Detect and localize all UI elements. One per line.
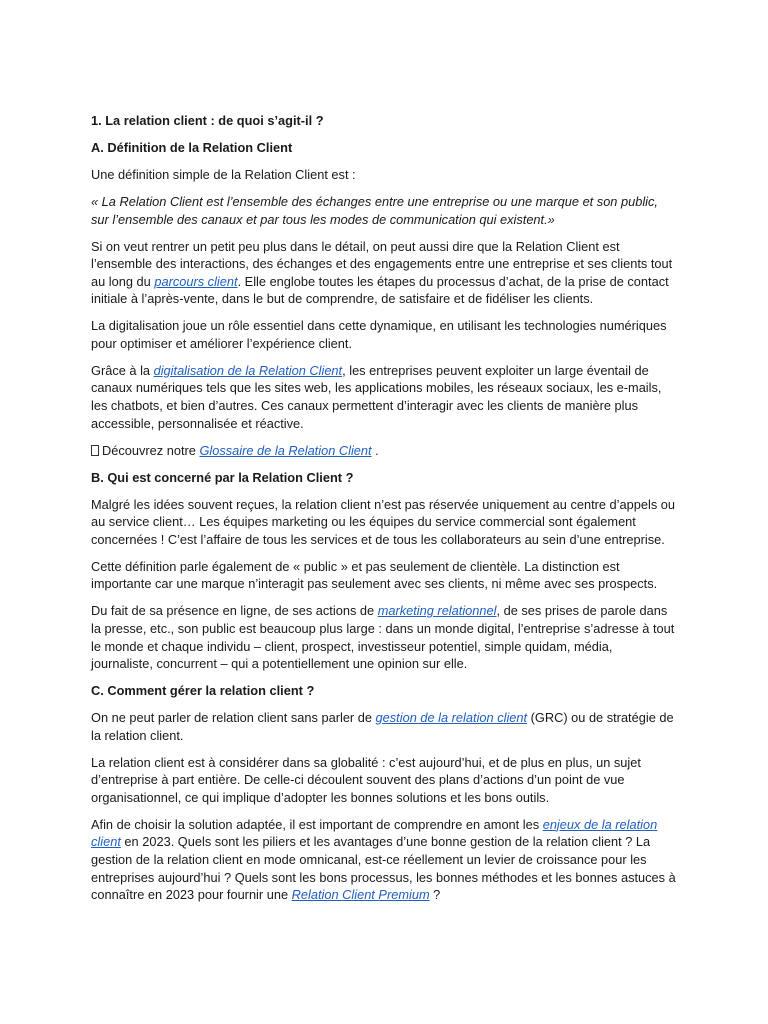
paragraph-canaux: Grâce à la digitalisation de la Relation Client, les entreprises peuvent exploiter un large éventail de canaux numériques tels que les sites web, les applications mobiles, les réseaux sociaux, les e-mails, les chatbots, et bien d’autres. Ces canaux permettent d’interagir avec les clients de manière plus accessible, personnalisée et réactive. [91, 362, 662, 431]
paragraph-grc: On ne peut parler de relation client sans parler de gestion de la relation client (GRC) ou de stratégie de la relation client. [91, 710, 674, 743]
paragraph-enjeux: Afin de choisir la solution adaptée, il est important de comprendre en amont les enjeux de la relation client en 2023. Quels sont les piliers et les avantages d’une bonne gestion de la relation client ? La gestion de la relation client en mode omnicanal, est-ce réellement un levier de croissance pour les entreprises aujourd’hui ? Quels sont les bons processus, les bonnes méthodes et les bonnes astuces à connaître en 2023 pour fournir une Relation Client Premium ? [91, 816, 676, 903]
section-heading-1: 1. La relation client : de quoi s’agit-il ? [91, 113, 324, 128]
paragraph-digitalisation: La digitalisation joue un rôle essentiel dans cette dynamique, en utilisant les technologies numériques pour optimiser et améliorer l’expérience client. [91, 318, 667, 351]
paragraph-glossaire: Découvrez notre Glossaire de la Relation Client . [91, 442, 677, 460]
subheading-b: B. Qui est concerné par la Relation Client ? [91, 469, 354, 485]
link-glossaire[interactable]: Glossaire de la Relation Client [199, 442, 372, 458]
pointer-emoji-icon [91, 445, 99, 456]
subheading-c: C. Comment gérer la relation client ? [91, 683, 315, 699]
paragraph-globalite: La relation client est à considérer dans sa globalité : c’est aujourd’hui, et de plus en plus, un sujet d’entreprise à part entière. De celle-ci découlent souvent des plans d’actions d’un point de vue organisationnel, ce qui implique d’adopter les bonnes solutions et les bons outils. [91, 754, 641, 805]
paragraph-idees-recues: Malgré les idées souvent reçues, la relation client n’est pas réservée uniquement au centre d’appels ou au service client… Les équipes marketing ou les équipes du service commercial sont également concernées ! C’est l’affaire de tous les services et de tous les collaborateurs au sein d’une entreprise. [91, 496, 676, 547]
definition-quote: « La Relation Client est l’ensemble des échanges entre une entreprise ou une marque et son public, sur l’ensemble des canaux et par tous les modes de communication qui existent.» [91, 193, 658, 227]
link-digitalisation-relation-client[interactable]: digitalisation de la Relation Client [153, 362, 343, 378]
link-parcours-client[interactable]: parcours client [154, 273, 238, 289]
link-gestion-relation-client[interactable]: gestion de la relation client [375, 710, 528, 726]
link-enjeux-relation-client[interactable]: enjeux de la relation client [91, 816, 658, 850]
link-marketing-relationnel[interactable]: marketing relationnel [377, 603, 497, 619]
paragraph-public: Cette définition parle également de « public » et pas seulement de clientèle. La distinction est importante car une marque n’interagit pas seulement avec ses clients, ni même avec ses prospects. [91, 558, 658, 592]
link-relation-client-premium[interactable]: Relation Client Premium [291, 887, 430, 903]
subheading-a: A. Définition de la Relation Client [91, 139, 293, 155]
paragraph-presence-en-ligne: Du fait de sa présence en ligne, de ses actions de marketing relationnel, de ses prises de parole dans la presse, etc., son public est beaucoup plus large : dans un monde digital, l’entreprise s’adresse à tout le monde et chaque individu – client, prospect, investisseur potentiel, simple quidam, média, journaliste, concurrent – qui a potentiellement une opinion sur elle. [91, 603, 675, 672]
paragraph-detail: Si on veut rentrer un petit peu plus dans le détail, on peut aussi dire que la Relation Client est l’ensemble des interactions, des échanges et des engagements entre une entreprise et ses clients tout au long du parcours client. Elle englobe toutes les étapes du processus d’achat, de la prise de contact initiale à l’après-vente, dans le but de comprendre, de satisfaire et de fidéliser les clients. [91, 238, 673, 307]
paragraph-definition-intro: Une définition simple de la Relation Client est : [91, 166, 356, 182]
